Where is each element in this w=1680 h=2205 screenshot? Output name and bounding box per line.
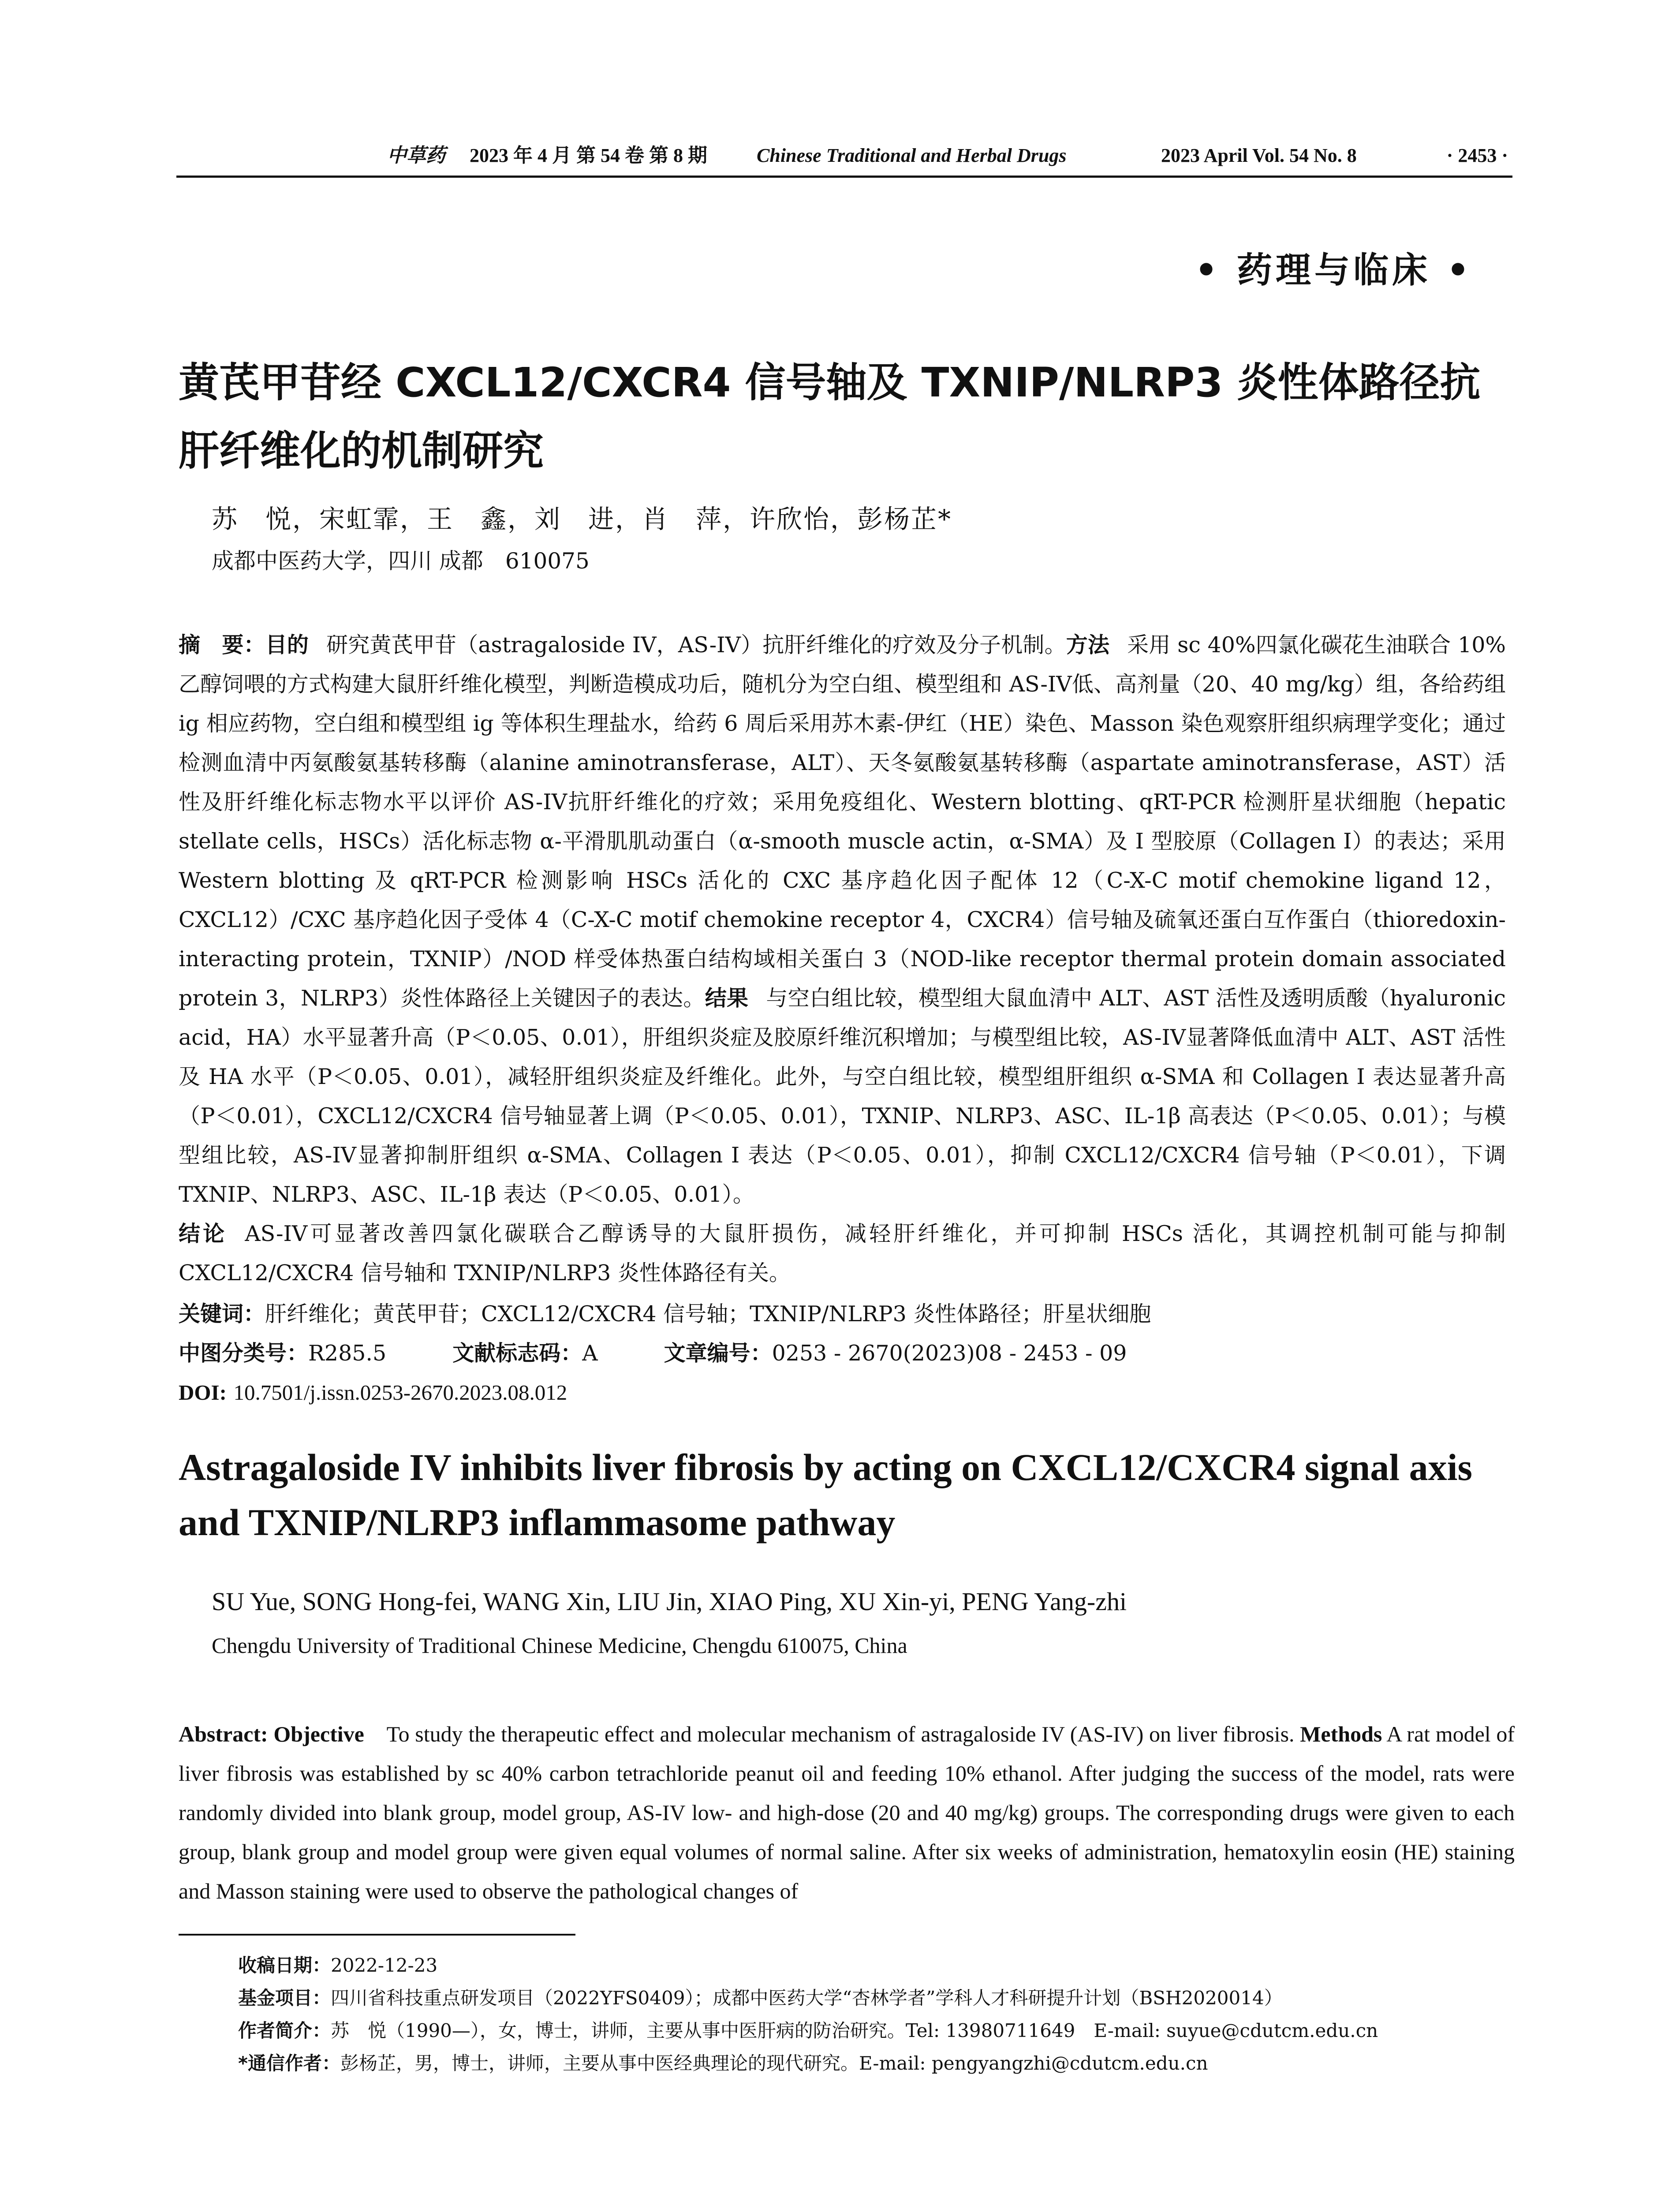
methods-label-en: Methods [1300, 1722, 1382, 1746]
article-no-label: 文章编号： [664, 1341, 772, 1366]
title-cn: 黄芪甲苷经 CXCL12/CXCR4 信号轴及 TXNIP/NLRP3 炎性体路径抗肝纤维化的机制研究 [179, 359, 1481, 475]
abstract-en [179, 1715, 1515, 1911]
article-no-value: 0253 - 2670(2023)08 - 2453 - 09 [772, 1341, 1127, 1366]
affiliation-cn: 成都中医药大学，四川 成都 610075 [212, 548, 590, 574]
footnotes [238, 1949, 1508, 2080]
objective-label-cn: 目的 [265, 632, 309, 658]
authors-en: SU Yue, SONG Hong-fei, WANG Xin, LIU Jin, XIAO Ping, XU Xin-yi, PENG Yang-zhi [212, 1587, 1127, 1616]
abstract-label-cn: 摘 要： [179, 632, 265, 658]
abstract-cn [179, 625, 1506, 1293]
corresponding-label: *通信作者： [238, 2052, 340, 2074]
journal-name-en: Chinese Traditional and Herbal Drugs [757, 145, 1067, 166]
methods-label-cn: 方法 [1066, 632, 1110, 658]
header-rule [176, 176, 1512, 178]
title-en: Astragaloside IV inhibits liver fibrosis by acting on CXCL12/CXCR4 signal axis and TXNIP/NLRP3 inflammasome pathway [179, 1446, 1472, 1544]
doi-label: DOI: [179, 1380, 227, 1405]
conclusion-label-cn: 结论 [179, 1221, 228, 1246]
column-tag: • 药理与临床 • [1195, 250, 1473, 291]
journal-name-cn: 中草药 [387, 144, 445, 167]
received-label: 收稿日期： [238, 1955, 331, 1976]
clc-label: 中图分类号： [179, 1341, 309, 1366]
abstract-label-en: Abstract: Objective [179, 1722, 364, 1746]
author-bio-text: 苏 悦（1990—），女，博士，讲师，主要从事中医肝病的防治研究。Tel: 13980711649 E-mail: suyue@cdutcm.edu.cn [331, 2020, 1378, 2041]
issue-info-en: 2023 April Vol. 54 No. 8 [1161, 145, 1357, 166]
keywords-text: 肝纤维化；黄芪甲苷；CXCL12/CXCR4 信号轴；TXNIP/NLRP3 炎性体路径；肝星状细胞 [265, 1301, 1151, 1327]
doc-code-label: 文献标志码： [452, 1341, 582, 1366]
objective-text-en: To study the therapeutic effect and molecular mechanism of astragaloside IV (AS-IV) on liver fibrosis. [386, 1722, 1295, 1746]
doc-code-value: A [582, 1341, 598, 1366]
issue-info-cn: 2023 年 4 月 第 54 卷 第 8 期 [470, 145, 707, 166]
footnote-fund [238, 1982, 1508, 2014]
received-date: 2022-12-23 [331, 1955, 438, 1976]
page-number: · 2453 · [1446, 145, 1508, 166]
footnote-received [238, 1949, 1508, 1982]
footnote-corresponding [238, 2047, 1508, 2080]
footnote-rule [179, 1934, 575, 1936]
results-text-cn: 与空白组比较，模型组大鼠血清中 ALT、AST 活性及透明质酸（hyaluronic acid，HA）水平显著升高（P＜0.05、0.01），肝组织炎症及胶原纤维沉积增加；与模型组比较，AS-IV显著降低血清中 ALT、AST 活性及 HA 水平（P＜0.05、0.01），减轻肝组织炎症及纤维化。此外，与空白组比较，模型组肝组织 α-SMA 和 Collagen I 表达显著升高（P＜0.01），CXCL12/CXCR4 信号轴显著上调（P＜0.05、0.01），TXNIP、NLRP3、ASC、IL-1β 高表达（P＜0.05、0.01）；与模型组比较，AS-IV显著抑制肝组织 α-SMA、Collagen I 表达（P＜0.05、0.01），抑制 CXCL12/CXCR4 信号轴（P＜0.01），下调 TXNIP、NLRP3、ASC、IL-1β 表达（P＜0.05、0.01）。 [179, 986, 1506, 1207]
results-label-cn: 结果 [705, 986, 749, 1011]
doi-line [179, 1373, 1506, 1412]
running-head [176, 140, 1512, 171]
methods-text-cn: 采用 sc 40%四氯化碳花生油联合 10%乙醇饲喂的方式构建大鼠肝纤维化模型，判断造模成功后，随机分为空白组、模型组和 AS-IV低、高剂量（20、40 mg/kg）组，各给药组 ig 相应药物，空白组和模型组 ig 等体积生理盐水，给药 6 周后采用苏木素-伊红（HE）染色、Masson 染色观察肝组织病理学变化；通过检测血清中丙氨酸氨基转移酶（alanine aminotransferase，ALT）、天冬氨酸氨基转移酶（aspartate aminotransferase，AST）活性及肝纤维化标志物水平以评价 AS-IV抗肝纤维化的疗效；采用免疫组化、Western blotting、qRT-PCR 检测肝星状细胞（hepatic stellate cells，HSCs）活化标志物 α-平滑肌肌动蛋白（α-smooth muscle actin，α-SMA）及 I 型胶原（Collagen I）的表达；采用 Western blotting 及 qRT-PCR 检测影响 HSCs 活化的 CXC 基序趋化因子配体 12（C-X-C motif chemokine ligand 12，CXCL12）/CXC 基序趋化因子受体 4（C-X-C motif chemokine receptor 4，CXCR4）信号轴及硫氧还蛋白互作蛋白（thioredoxin-interacting protein，TXNIP）/NOD 样受体热蛋白结构域相关蛋白 3（NOD-like receptor thermal protein domain associated protein 3，NLRP3）炎性体路径上关键因子的表达。 [179, 632, 1506, 1011]
doi-value: 10.7501/j.issn.0253-2670.2023.08.012 [233, 1380, 567, 1405]
fund-text: 四川省科技重点研发项目（2022YFS0409）；成都中医药大学“杏林学者”学科人才科研提升计划（BSH2020014） [331, 1987, 1283, 2009]
fund-label: 基金项目： [238, 1987, 331, 2009]
conclusion-text-cn: AS-IV可显著改善四氯化碳联合乙醇诱导的大鼠肝损伤，减轻肝纤维化，并可抑制 HSCs 活化，其调控机制可能与抑制 CXCL12/CXCR4 信号轴和 TXNIP/NLRP3 炎性体路径有关。 [179, 1221, 1506, 1286]
author-bio-label: 作者简介： [238, 2020, 331, 2041]
affiliation-en: Chengdu University of Traditional Chinese Medicine, Chengdu 610075, China [212, 1633, 907, 1658]
methods-text-en: A rat model of liver fibrosis was established by sc 40% carbon tetrachloride peanut oil and feeding 10% ethanol. After judging the success of the model, rats were randomly divided into blank group, model group, AS-IV low- and high-dose (20 and 40 mg/kg) groups. The corresponding drugs were given to each group, blank group and model group were given equal volumes of normal saline. After six weeks of administration, hematoxylin eosin (HE) staining and Masson staining were used to observe the pathological changes of [179, 1722, 1515, 1903]
classification-line [179, 1334, 1506, 1373]
corresponding-text: 彭杨芷，男，博士，讲师，主要从事中医经典理论的现代研究。E-mail: pengyangzhi@cdutcm.edu.cn [340, 2052, 1208, 2074]
clc-value: R285.5 [308, 1341, 387, 1366]
objective-text-cn: 研究黄芪甲苷（astragaloside IV，AS-IV）抗肝纤维化的疗效及分子机制。 [326, 632, 1066, 658]
keywords-cn [179, 1294, 1506, 1334]
footnote-author [238, 2014, 1508, 2047]
authors-cn: 苏 悦，宋虹霏，王 鑫，刘 进，肖 萍，许欣怡，彭杨芷* [212, 504, 952, 534]
keywords-label: 关键词： [179, 1301, 265, 1327]
